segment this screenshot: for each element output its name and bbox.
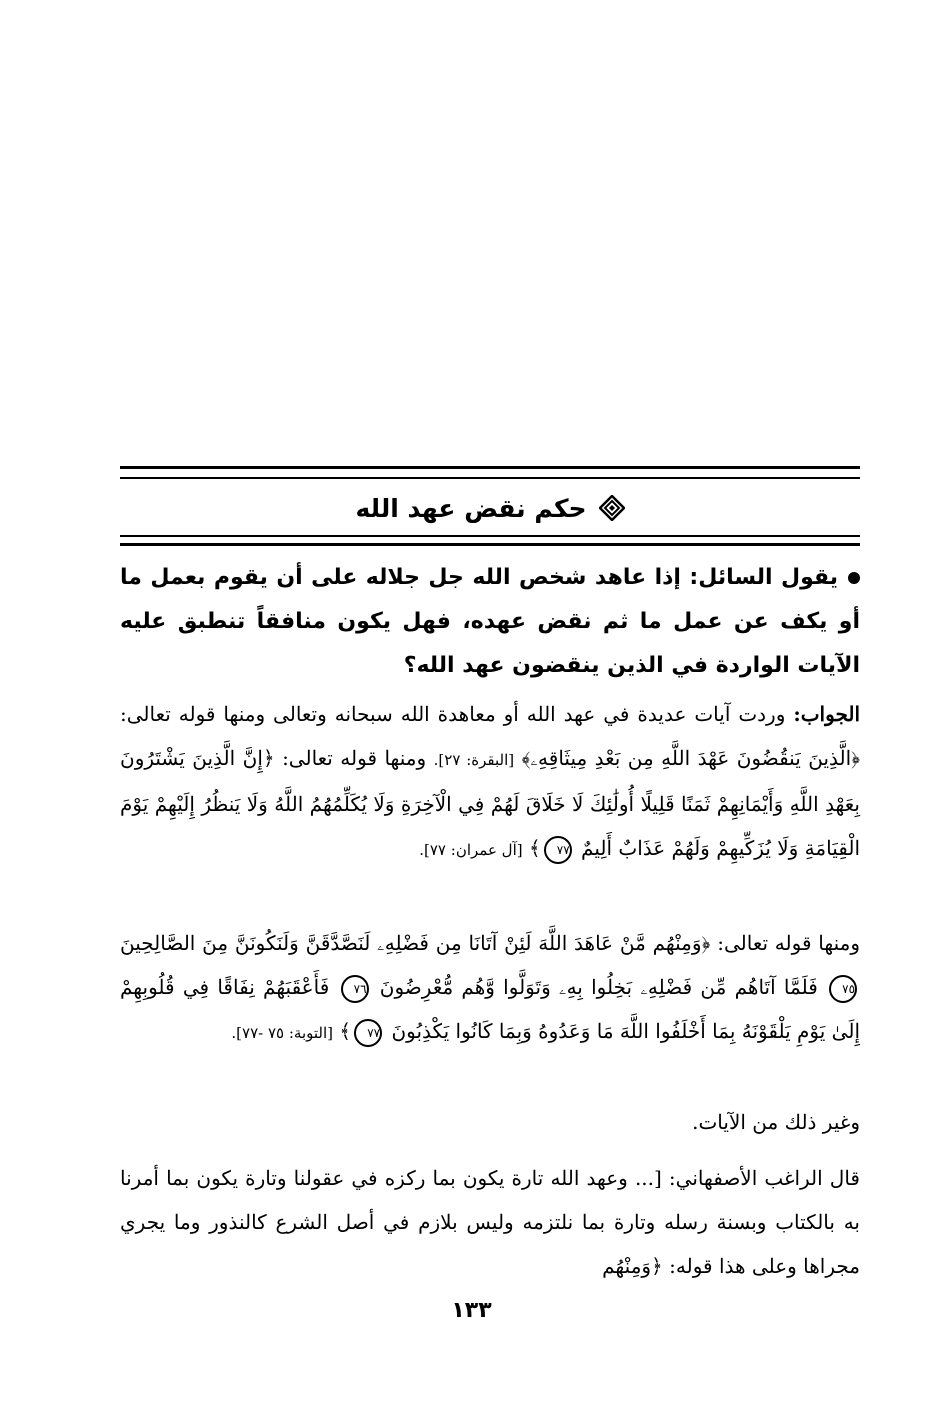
bullet-icon xyxy=(848,572,860,584)
question-paragraph xyxy=(120,556,860,688)
connector-one: ومنها قوله تعالى: xyxy=(282,746,427,770)
others-text: وغير ذلك من الآيات. xyxy=(692,1110,860,1134)
connector-two: ومنها قوله تعالى: xyxy=(717,931,861,955)
bottom-rule-outer xyxy=(120,543,860,546)
verse-tawbah-77: فَأَعْقَبَهُمْ نِفَاقًا فِي قُلُوبِهِمْ إِلَىٰ يَوْمِ يَلْقَوْنَهُ بِمَا أَخْلَفُوا اللَّهَ مَا وَعَدُوهُ وَبِمَا كَانُوا يَكْذِبُونَ xyxy=(120,975,860,1043)
verse-tawbah-76: فَلَمَّا آتَاهُم مِّن فَضْلِهِۦ بَخِلُوا بِهِۦ وَتَوَلَّوا وَّهُم مُّعْرِضُونَ xyxy=(379,975,818,999)
ayah-number-badge: ٧٦ xyxy=(341,975,369,1003)
ayah-number-badge: ٧٥ xyxy=(829,975,857,1003)
tawbah-paragraph: ومنها قوله تعالى: ﴿وَمِنْهُم مَّنْ عَاهَدَ اللَّهَ لَئِنْ آتَانَا مِن فَضْلِهِۦ لَنَصَّدَّقَنَّ وَلَنَكُونَنَّ مِنَ الصَّالِحِينَ ٧٥ فَلَمَّا آتَاهُم مِّن فَضْلِهِۦ بَخِلُوا بِهِۦ وَتَوَلَّوا وَّهُم مُّعْرِضُونَ ٧٦ فَأَعْقَبَهُمْ نِفَاقًا فِي قُلُوبِهِمْ إِلَىٰ يَوْمِ يَلْقَوْنَهُ بِمَا أَخْلَفُوا اللَّهَ مَا وَعَدُوهُ وَبِمَا كَانُوا يَكْذِبُونَ ٧٧﴾ [التوبة: ٧٥ -٧٧]. xyxy=(120,921,860,1055)
page-number: ١٣٣ xyxy=(451,1298,492,1323)
section-heading xyxy=(120,486,860,530)
section-title: حكم نقض عهد الله xyxy=(355,493,587,523)
raghib-paragraph xyxy=(120,1156,860,1288)
bottom-rule-inner xyxy=(120,535,860,537)
diamond-icon xyxy=(599,495,625,521)
top-rule-inner xyxy=(120,477,860,479)
ayah-number-badge: ٧٧ xyxy=(544,836,572,864)
verse-baqarah: ﴿الَّذِينَ يَنقُضُونَ عَهْدَ اللَّهِ مِن بَعْدِ مِيثَاقِهِۦ﴾ xyxy=(521,746,861,770)
verse-al-imran: ﴿إِنَّ الَّذِينَ يَشْتَرُونَ بِعَهْدِ اللَّهِ وَأَيْمَانِهِمْ ثَمَنًا قَلِيلًا أُولَٰئِكَ لَا خَلَاقَ لَهُمْ فِي الْآخِرَةِ وَلَا يُكَلِّمُهُمُ اللَّهُ وَلَا يَنظُرُ إِلَيْهِمْ يَوْمَ الْقِيَامَةِ وَلَا يُزَكِّيهِمْ وَلَهُمْ عَذَابٌ أَلِيمٌ xyxy=(120,746,860,860)
raghib-verse: ﴿وَمِنْهُم xyxy=(602,1254,663,1278)
ref-al-imran: [آل عمران: ٧٧]. xyxy=(419,841,523,859)
ref-tawbah: [التوبة: ٧٥ -٧٧]. xyxy=(231,1024,334,1042)
others-paragraph xyxy=(120,1100,860,1144)
top-rule-outer xyxy=(120,466,860,469)
ayah-number-badge: ٧٧ xyxy=(354,1019,382,1047)
answer-intro: وردت آيات عديدة في عهد الله أو معاهدة الله سبحانه وتعالى ومنها قوله تعالى: xyxy=(120,702,786,726)
verse-tawbah-75: ﴿وَمِنْهُم مَّنْ عَاهَدَ اللَّهَ لَئِنْ آتَانَا مِن فَضْلِهِۦ لَنَصَّدَّقَنَّ وَلَنَكُونَنَّ مِنَ الصَّالِحِينَ xyxy=(120,931,711,955)
raghib-text: قال الراغب الأصفهاني: [... وعهد الله تارة يكون بما ركزه في عقولنا وتارة يكون بما أمرنا به بالكتاب وبسنة رسله وتارة بما نلتزمه وليس بلازم في أصل الشرع كالنذور وما يجري مجراها وعلى هذا قوله: xyxy=(120,1166,860,1278)
answer-paragraph: الجواب: وردت آيات عديدة في عهد الله أو معاهدة الله سبحانه وتعالى ومنها قوله تعالى: ﴿الَّذِينَ يَنقُضُونَ عَهْدَ اللَّهِ مِن بَعْدِ مِيثَاقِهِۦ﴾ [البقرة: ٢٧]. ومنها قوله تعالى: ﴿إِنَّ الَّذِينَ يَشْتَرُونَ بِعَهْدِ اللَّهِ وَأَيْمَانِهِمْ ثَمَنًا قَلِيلًا أُولَٰئِكَ لَا خَلَاقَ لَهُمْ فِي الْآخِرَةِ وَلَا يُكَلِّمُهُمُ اللَّهُ وَلَا يَنظُرُ إِلَيْهِمْ يَوْمَ الْقِيَامَةِ وَلَا يُزَكِّيهِمْ وَلَهُمْ عَذَابٌ أَلِيمٌ ٧٧﴾ [آل عمران: ٧٧]. xyxy=(120,692,860,872)
ref-baqarah: [البقرة: ٢٧]. xyxy=(433,751,515,769)
question-text: يقول السائل: إذا عاهد شخص الله جل جلاله على أن يقوم بعمل ما أو يكف عن عمل ما ثم نقض عهده، فهل يكون منافقاً تنطبق عليه الآيات الواردة في الذين ينقضون عهد الله؟ xyxy=(120,565,860,678)
answer-label: الجواب: xyxy=(793,702,861,726)
